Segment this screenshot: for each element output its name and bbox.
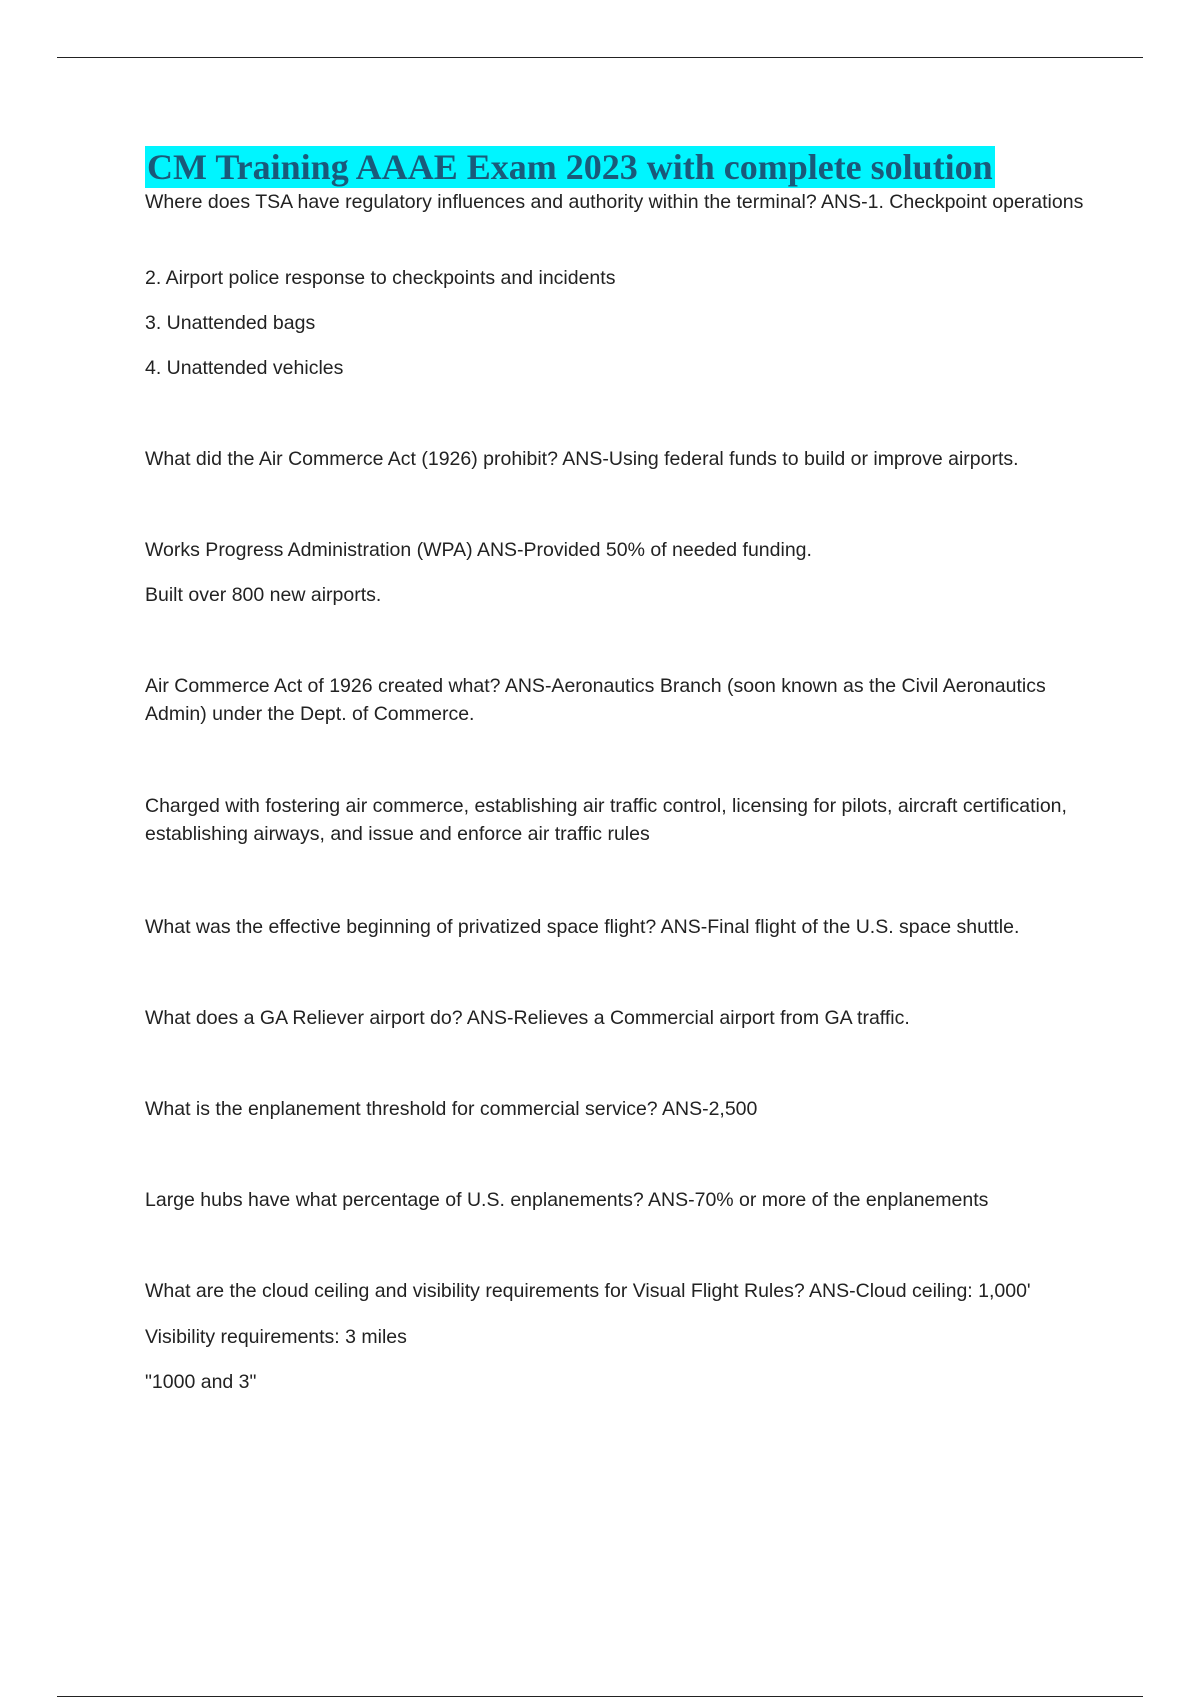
paragraph-new-airports: Built over 800 new airports. xyxy=(145,584,382,606)
paragraph-list-item-3: 3. Unattended bags xyxy=(145,312,316,334)
paragraph-visibility: Visibility requirements: 3 miles xyxy=(145,1326,407,1348)
paragraph-privatized-space-flight: What was the effective beginning of privatized space flight? ANS-Final flight of the U.S. space shuttle. xyxy=(145,916,1020,938)
paragraph-enplanement-threshold: What is the enplanement threshold for commercial service? ANS-2,500 xyxy=(145,1098,758,1120)
paragraph-vfr-requirements: What are the cloud ceiling and visibility requirements for Visual Flight Rules? ANS-Cloud ceiling: 1,000' xyxy=(145,1280,1031,1302)
paragraph-air-commerce-created: Air Commerce Act of 1926 created what? ANS-Aeronautics Branch (soon known as the Civil Aeronautics Admin) under the Dept. of Commerce. xyxy=(145,675,1046,725)
paragraph-wpa: Works Progress Administration (WPA) ANS-Provided 50% of needed funding. xyxy=(145,539,812,561)
paragraph-air-commerce-prohibit: What did the Air Commerce Act (1926) prohibit? ANS-Using federal funds to build or improve airports. xyxy=(145,448,1019,470)
document-title: CM Training AAAE Exam 2023 with complete solution xyxy=(147,147,993,187)
paragraph-ga-reliever: What does a GA Reliever airport do? ANS-Relieves a Commercial airport from GA traffic. xyxy=(145,1007,910,1029)
paragraph-charged-with: Charged with fostering air commerce, establishing air traffic control, licensing for pilots, aircraft certification, establishing airways, and issue and enforce air traffic rules xyxy=(145,795,1067,845)
paragraph-list-item-4: 4. Unattended vehicles xyxy=(145,357,344,379)
paragraph-list-item-2: 2. Airport police response to checkpoints and incidents xyxy=(145,267,616,289)
paragraph-large-hubs: Large hubs have what percentage of U.S. enplanements? ANS-70% or more of the enplanements xyxy=(145,1189,989,1211)
header-rule xyxy=(57,57,1143,58)
footer-rule xyxy=(57,1696,1143,1697)
paragraph-tsa-authority: Where does TSA have regulatory influences and authority within the terminal? ANS-1. Checkpoint operations xyxy=(145,191,1084,213)
paragraph-1000-and-3: "1000 and 3" xyxy=(145,1371,257,1393)
